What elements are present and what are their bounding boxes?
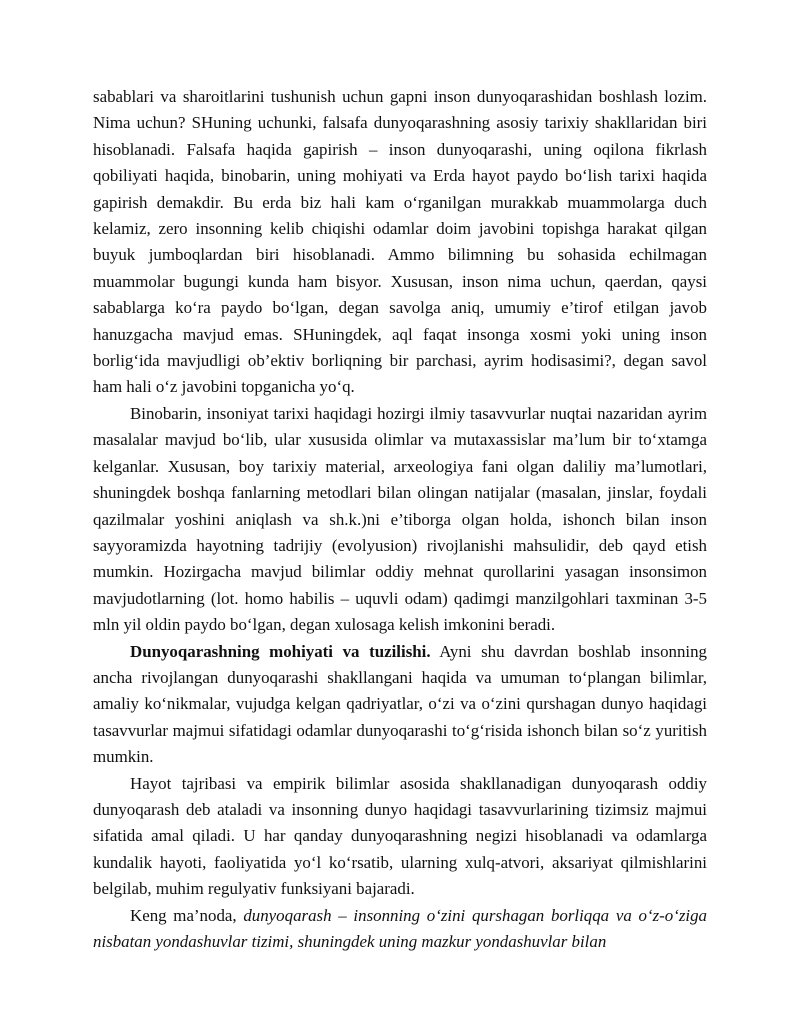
paragraph-4: Hayot tajribasi va empirik bilimlar asosida shakllanadigan dunyoqarash oddiy dunyoqarash deb ataladi va insonning dunyo haqidagi tasavvurlarining tizimsiz majmui sifatida amal qiladi. U har qanday dunyoqarashning negizi hisoblanadi va odamlarga kundalik hayoti, faoliyatida yo‘l ko‘rsatib, ularning xulq-atvori, aksariyat qilmishlarini belgilab, muhim regulyativ funksiyani bajaradi. [93, 773, 707, 899]
paragraph-3 [93, 639, 707, 771]
document-page [93, 84, 707, 955]
paragraph-5-lead: Keng ma’noda, [130, 905, 244, 925]
paragraph-5 [93, 903, 707, 956]
section-heading: Dunyoqarashning mohiyati va tuzilishi. [130, 641, 431, 661]
paragraph-3-text: Ayni shu davrdan boshlab insonning ancha rivojlangan dunyoqarashi shakllangani haqida va umuman to‘plangan bilimlar, amaliy ko‘nikmalar, vujudga kelgan qadriyatlar, o‘zi va o‘zini qurshagan dunyo haqidagi tasavvurlar majmui sifatidagi odamlar dunyoqarashi to‘g‘risida ishonch bilan so‘z yuritish mumkin. [93, 641, 707, 767]
paragraph-1: sabablari va sharoitlarini tushunish uchun gapni inson dunyoqarashidan boshlash lozim. Nima uchun? SHuning uchunki, falsafa dunyoqarashning asosiy tarixiy shakllaridan biri hisoblanadi. Falsafa haqida gapirish – inson dunyoqarashi, uning oqilona fikrlash qobiliyati haqida, binobarin, uning mohiyati va Erda hayot paydo bo‘lish tarixi haqida gapirish demakdir. Bu erda biz hali kam o‘rganilgan murakkab muammolarga duch kelamiz, zero insonning kelib chiqishi odamlar doim javobini topishga harakat qilgan buyuk jumboqlardan biri hisoblanadi. Ammo bilimning bu sohasida echilmagan muammolar bugungi kunda ham bisyor. Xususan, inson nima uchun, qaerdan, qaysi sabablarga ko‘ra paydo bo‘lgan, degan savolga aniq, umumiy e’tirof etilgan javob hanuzgacha mavjud emas. SHuningdek, aql faqat insonga xosmi yoki uning inson borlig‘ida mavjudligi ob’ektiv borliqning bir parchasi, ayrim hodisasimi?, degan savol ham hali o‘z javobini topganicha yo‘q. [93, 87, 707, 397]
definition-italic: dunyoqarash – insonning o‘zini qurshagan borliqqa va o‘z-o‘ziga nisbatan yondashuvlar tizimi, shuningdek uning mazkur yondashuvlar bilan [93, 905, 707, 951]
paragraph-2: Binobarin, insoniyat tarixi haqidagi hozirgi ilmiy tasavvurlar nuqtai nazaridan ayrim masalalar mavjud bo‘lib, ular xususida olimlar va mutaxassislar ma’lum bir to‘xtamga kelganlar. Xususan, boy tarixiy material, arxeologiya fani olgan daliliy ma’lumotlari, shuningdek boshqa fanlarning metodlari bilan olingan natijalar (masalan, jinslar, foydali qazilmalar yoshini aniqlash va sh.k.)ni e’tiborga olgan holda, ishonch bilan inson sayyoramizda hayotning tadrijiy (evolyusion) rivojlanishi mahsulidir, deb qayd etish mumkin. Hozirgacha mavjud bilimlar oddiy mehnat qurollarini yasagan insonsimon mavjudotlarning (lot. homo habilis – uquvli odam) qadimgi manzilgohlari taxminan 3-5 mln yil oldin paydo bo‘lgan, degan xulosaga kelish imkonini beradi. [93, 403, 707, 635]
